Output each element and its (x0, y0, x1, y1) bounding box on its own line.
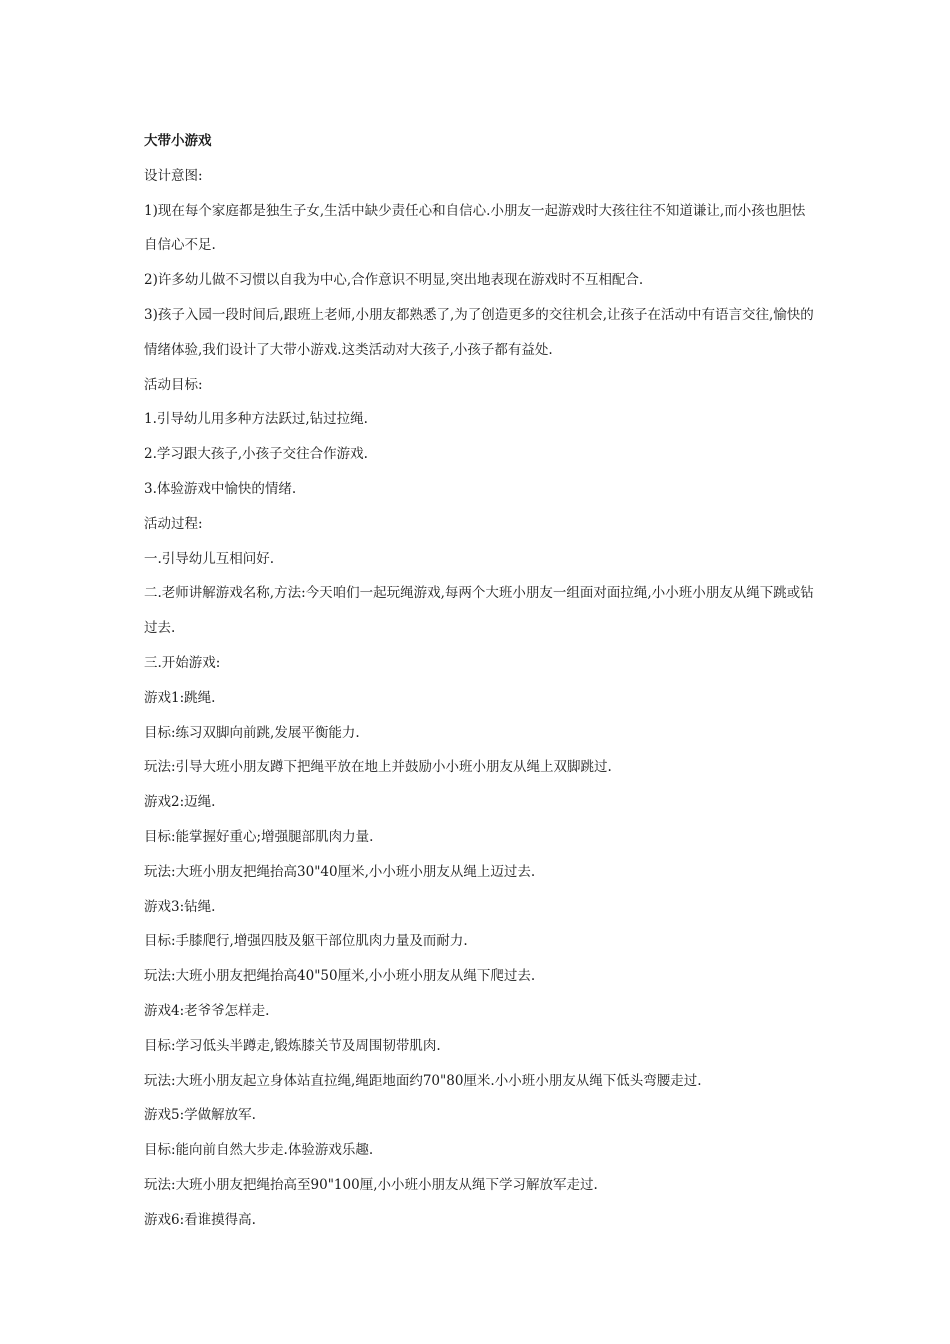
paragraph-intent-2: 2)许多幼儿做不习惯以自我为中心,合作意识不明显,突出地表现在游戏时不互相配合. (144, 272, 644, 289)
paragraph-goal-3: 3.体验游戏中愉快的情绪. (144, 480, 297, 497)
game-3-title: 游戏3:钻绳. (144, 898, 216, 915)
game-6-title: 游戏6:看谁摸得高. (144, 1211, 256, 1228)
game-2-goal: 目标:能掌握好重心;增强腿部肌肉力量. (144, 828, 374, 845)
section-heading-goals: 活动目标: (144, 376, 203, 393)
game-5-title: 游戏5:学做解放军. (144, 1107, 256, 1124)
paragraph-intent-3: 3)孩子入园一段时间后,跟班上老师,小朋友都熟悉了,为了创造更多的交往机会,让孩子在活动中有语言交往,愉快的情绪体验,我们设计了大带小游戏.这类活动对大孩子,小孩子都有益处. (144, 306, 814, 358)
game-4-title: 游戏4:老爷爷怎样走. (144, 1002, 270, 1019)
game-3-goal: 目标:手膝爬行,增强四肢及躯干部位肌肉力量及而耐力. (144, 933, 468, 950)
document-title: 大带小游戏 (144, 133, 212, 149)
game-5-goal: 目标:能向前自然大步走.体验游戏乐趣. (144, 1142, 374, 1159)
paragraph-step-3: 三.开始游戏: (144, 654, 221, 671)
game-1-goal: 目标:练习双脚向前跳,发展平衡能力. (144, 724, 360, 741)
paragraph-goal-1: 1.引导幼儿用多种方法跃过,钻过拉绳. (144, 411, 368, 428)
game-2-method: 玩法:大班小朋友把绳抬高30"40厘米,小小班小朋友从绳上迈过去. (144, 863, 536, 880)
game-1-title: 游戏1:跳绳. (144, 689, 216, 706)
paragraph-step-1: 一.引导幼儿互相问好. (144, 550, 275, 567)
paragraph-step-2: 二.老师讲解游戏名称,方法:今天咱们一起玩绳游戏,每两个大班小朋友一组面对面拉绳,小小班小朋友从绳下跳或钻过去. (144, 585, 814, 637)
section-heading-design-intent: 设计意图: (144, 167, 203, 184)
document-body (144, 124, 814, 1238)
game-1-method: 玩法:引导大班小朋友蹲下把绳平放在地上并鼓励小小班小朋友从绳上双脚跳过. (144, 759, 612, 776)
game-3-method: 玩法:大班小朋友把绳抬高40"50厘米,小小班小朋友从绳下爬过去. (144, 968, 536, 985)
game-4-goal: 目标:学习低头半蹲走,锻炼膝关节及周围韧带肌肉. (144, 1037, 441, 1054)
section-heading-process: 活动过程: (144, 515, 203, 532)
paragraph-intent-1: 1)现在每个家庭都是独生子女,生活中缺少责任心和自信心.小朋友一起游戏时大孩往往不知道谦让,而小孩也胆怯自信心不足. (144, 202, 806, 254)
game-2-title: 游戏2:迈绳. (144, 794, 216, 811)
game-4-method: 玩法:大班小朋友起立身体站直拉绳,绳距地面约70"80厘米.小小班小朋友从绳下低头弯腰走过. (144, 1072, 702, 1089)
paragraph-goal-2: 2.学习跟大孩子,小孩子交往合作游戏. (144, 446, 368, 463)
game-5-method: 玩法:大班小朋友把绳抬高至90"100厘,小小班小朋友从绳下学习解放军走过. (144, 1176, 598, 1193)
